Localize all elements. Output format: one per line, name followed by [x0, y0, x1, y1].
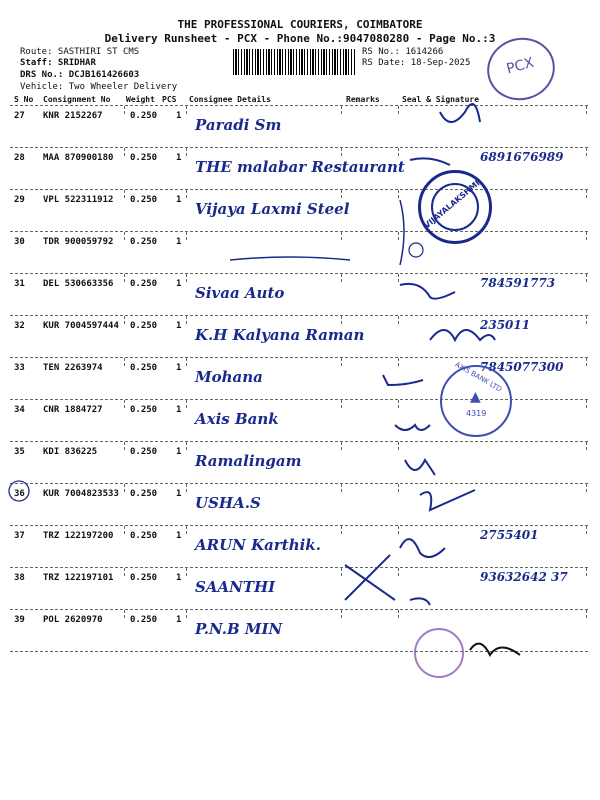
runsheet-subtitle: Delivery Runsheet - PCX - Phone No.:9047080280 - Page No.:3 — [104, 32, 496, 45]
cell-divider — [586, 148, 587, 156]
cell-divider — [341, 106, 342, 114]
row-weight: 0.250 — [130, 447, 158, 457]
table-row — [0, 568, 600, 610]
row-sno: 35 — [14, 447, 25, 457]
rs-date: RS Date: 18-Sep-2025 — [362, 58, 471, 68]
cell-divider — [186, 610, 187, 618]
row-pcs: 1 — [176, 279, 182, 289]
cell-divider — [124, 148, 125, 156]
cell-divider — [341, 526, 342, 534]
cell-divider — [398, 484, 399, 492]
row-weight: 0.250 — [130, 153, 158, 163]
row-pcs: 1 — [176, 111, 182, 121]
row-consignment-no: CNR 1884727 — [43, 405, 103, 415]
table-row — [0, 274, 600, 316]
row-weight: 0.250 — [130, 279, 158, 289]
cell-divider — [341, 274, 342, 282]
cell-divider — [186, 316, 187, 324]
cell-divider — [186, 400, 187, 408]
consignee-handwritten: Sivaa Auto — [195, 284, 285, 302]
row-consignment-no: TRZ 122197200 — [43, 531, 114, 541]
row-weight: 0.250 — [130, 321, 158, 331]
row-consignment-no: TRZ 122197101 — [43, 573, 114, 583]
row-consignment-no: TEN 2263974 — [43, 363, 103, 373]
vehicle-label: Vehicle: Two Wheeler Delivery — [20, 82, 178, 92]
consignee-handwritten: Ramalingam — [195, 452, 302, 470]
col-pcs: PCS — [162, 95, 177, 104]
cell-divider — [398, 610, 399, 618]
row-rule — [10, 651, 588, 652]
row-sno: 27 — [14, 111, 25, 121]
phone-note: 2755401 — [480, 528, 539, 542]
row-sno: 30 — [14, 237, 25, 247]
axis-logo-icon: ▲ — [470, 389, 481, 405]
row-pcs: 1 — [176, 405, 182, 415]
row-pcs: 1 — [176, 363, 182, 373]
drs-label: DRS No.: DCJB161426603 — [20, 70, 140, 80]
axis-bank-stamp — [440, 360, 512, 437]
cell-divider — [186, 568, 187, 576]
pnb-stamp-icon — [414, 628, 464, 678]
table-row — [0, 232, 600, 274]
cell-divider — [341, 484, 342, 492]
cell-divider — [186, 148, 187, 156]
row-consignment-no: TDR 900059792 — [43, 237, 114, 247]
row-weight: 0.250 — [130, 111, 158, 121]
table-row — [0, 610, 600, 652]
cell-divider — [586, 232, 587, 240]
consignee-handwritten: THE malabar Restaurant — [195, 158, 405, 176]
consignee-handwritten: K.H Kalyana Raman — [195, 326, 365, 344]
vijayalakshmi-stamp — [418, 170, 492, 244]
row-sno: 36 — [14, 489, 25, 499]
row-pcs: 1 — [176, 195, 182, 205]
phone-note: 7845077300 — [480, 360, 564, 374]
cell-divider — [398, 568, 399, 576]
cell-divider — [186, 274, 187, 282]
row-weight: 0.250 — [130, 531, 158, 541]
row-sno: 31 — [14, 279, 25, 289]
vijayalakshmi-stamp-text: VIJAYALAKSHMI — [422, 178, 482, 231]
cell-divider — [586, 400, 587, 408]
row-pcs: 1 — [176, 153, 182, 163]
consignee-handwritten: USHA.S — [195, 494, 261, 512]
cell-divider — [341, 610, 342, 618]
cell-divider — [586, 316, 587, 324]
cell-divider — [124, 274, 125, 282]
row-weight: 0.250 — [130, 573, 158, 583]
row-consignment-no: KUR 7004823533 — [43, 489, 119, 499]
consignee-handwritten: ARUN Karthik. — [195, 536, 321, 554]
col-weight: Weight — [126, 95, 155, 104]
cell-divider — [124, 190, 125, 198]
row-pcs: 1 — [176, 531, 182, 541]
cell-divider — [586, 358, 587, 366]
cell-divider — [398, 190, 399, 198]
cell-divider — [124, 106, 125, 114]
cell-divider — [341, 568, 342, 576]
table-row — [0, 526, 600, 568]
row-sno: 34 — [14, 405, 25, 415]
row-consignment-no: VPL 522311912 — [43, 195, 114, 205]
cell-divider — [124, 400, 125, 408]
col-consignment: Consignment No — [43, 95, 111, 104]
row-consignment-no: POL 2620970 — [43, 615, 103, 625]
cell-divider — [586, 274, 587, 282]
cell-divider — [341, 232, 342, 240]
route-label: Route: SASTHIRI ST CMS — [20, 47, 140, 57]
cell-divider — [398, 316, 399, 324]
consignee-handwritten: P.N.B MIN — [195, 620, 283, 638]
cell-divider — [586, 442, 587, 450]
cell-divider — [586, 568, 587, 576]
cell-divider — [186, 232, 187, 240]
axis-stamp-text: AXIS BANK LTD — [453, 360, 504, 394]
cell-divider — [398, 106, 399, 114]
row-consignment-no: KDI 836225 — [43, 447, 98, 457]
row-weight: 0.250 — [130, 195, 158, 205]
row-pcs: 1 — [176, 447, 182, 457]
row-weight: 0.250 — [130, 405, 158, 415]
phone-note: 6891676989 — [480, 150, 564, 164]
cell-divider — [186, 190, 187, 198]
row-consignment-no: KUR 7004597444 — [43, 321, 119, 331]
cell-divider — [124, 526, 125, 534]
cell-divider — [124, 358, 125, 366]
consignee-handwritten: SAANTHI — [195, 578, 276, 596]
col-seal: Seal & Signature — [402, 95, 480, 104]
cell-divider — [341, 358, 342, 366]
cell-divider — [124, 610, 125, 618]
phone-note: 784591773 — [480, 276, 556, 290]
row-weight: 0.250 — [130, 237, 158, 247]
staff-label: Staff: SRIDHAR — [20, 58, 96, 68]
cell-divider — [586, 106, 587, 114]
table-row — [0, 106, 600, 148]
row-sno: 29 — [14, 195, 25, 205]
cell-divider — [398, 148, 399, 156]
axis-stamp-code: 4319 — [466, 409, 487, 418]
cell-divider — [341, 400, 342, 408]
rs-number: RS No.: 1614266 — [362, 47, 444, 57]
cell-divider — [398, 442, 399, 450]
cell-divider — [124, 484, 125, 492]
cell-divider — [398, 274, 399, 282]
consignee-handwritten: Axis Bank — [195, 410, 279, 428]
cell-divider — [586, 484, 587, 492]
col-consignee: Consignee Details — [189, 95, 271, 104]
table-row — [0, 316, 600, 358]
cell-divider — [186, 484, 187, 492]
cell-divider — [186, 442, 187, 450]
cell-divider — [186, 358, 187, 366]
table-row — [0, 484, 600, 526]
row-weight: 0.250 — [130, 615, 158, 625]
phone-note: 235011 — [480, 318, 531, 332]
col-sno: S No — [14, 95, 34, 104]
cell-divider — [398, 526, 399, 534]
cell-divider — [124, 232, 125, 240]
barcode — [233, 49, 355, 75]
row-pcs: 1 — [176, 615, 182, 625]
row-consignment-no: DEL 530663356 — [43, 279, 114, 289]
row-sno: 33 — [14, 363, 25, 373]
cell-divider — [124, 442, 125, 450]
cell-divider — [124, 316, 125, 324]
cell-divider — [124, 568, 125, 576]
row-sno: 28 — [14, 153, 25, 163]
row-consignment-no: MAA 870900180 — [43, 153, 114, 163]
row-weight: 0.250 — [130, 489, 158, 499]
cell-divider — [586, 610, 587, 618]
row-pcs: 1 — [176, 237, 182, 247]
pcx-stamp-text: PCX — [504, 54, 536, 78]
cell-divider — [341, 190, 342, 198]
row-sno: 39 — [14, 615, 25, 625]
cell-divider — [341, 316, 342, 324]
consignee-handwritten: Vijaya Laxmi Steel — [195, 200, 350, 218]
cell-divider — [586, 190, 587, 198]
company-title: THE PROFESSIONAL COURIERS, COIMBATORE — [177, 18, 423, 31]
cell-divider — [398, 400, 399, 408]
cell-divider — [586, 526, 587, 534]
cell-divider — [398, 232, 399, 240]
table-row — [0, 148, 600, 190]
phone-note: 93632642 37 — [480, 570, 568, 584]
col-remarks: Remarks — [346, 95, 380, 104]
cell-divider — [341, 148, 342, 156]
row-pcs: 1 — [176, 321, 182, 331]
row-weight: 0.250 — [130, 363, 158, 373]
consignee-handwritten: Paradi Sm — [195, 116, 282, 134]
table-row — [0, 442, 600, 484]
row-sno: 32 — [14, 321, 25, 331]
cell-divider — [186, 106, 187, 114]
cell-divider — [186, 526, 187, 534]
cell-divider — [341, 442, 342, 450]
row-pcs: 1 — [176, 489, 182, 499]
row-sno: 38 — [14, 573, 25, 583]
consignee-handwritten: Mohana — [195, 368, 263, 386]
cell-divider — [398, 358, 399, 366]
row-sno: 37 — [14, 531, 25, 541]
row-consignment-no: KNR 2152267 — [43, 111, 103, 121]
row-pcs: 1 — [176, 573, 182, 583]
table-row — [0, 190, 600, 232]
